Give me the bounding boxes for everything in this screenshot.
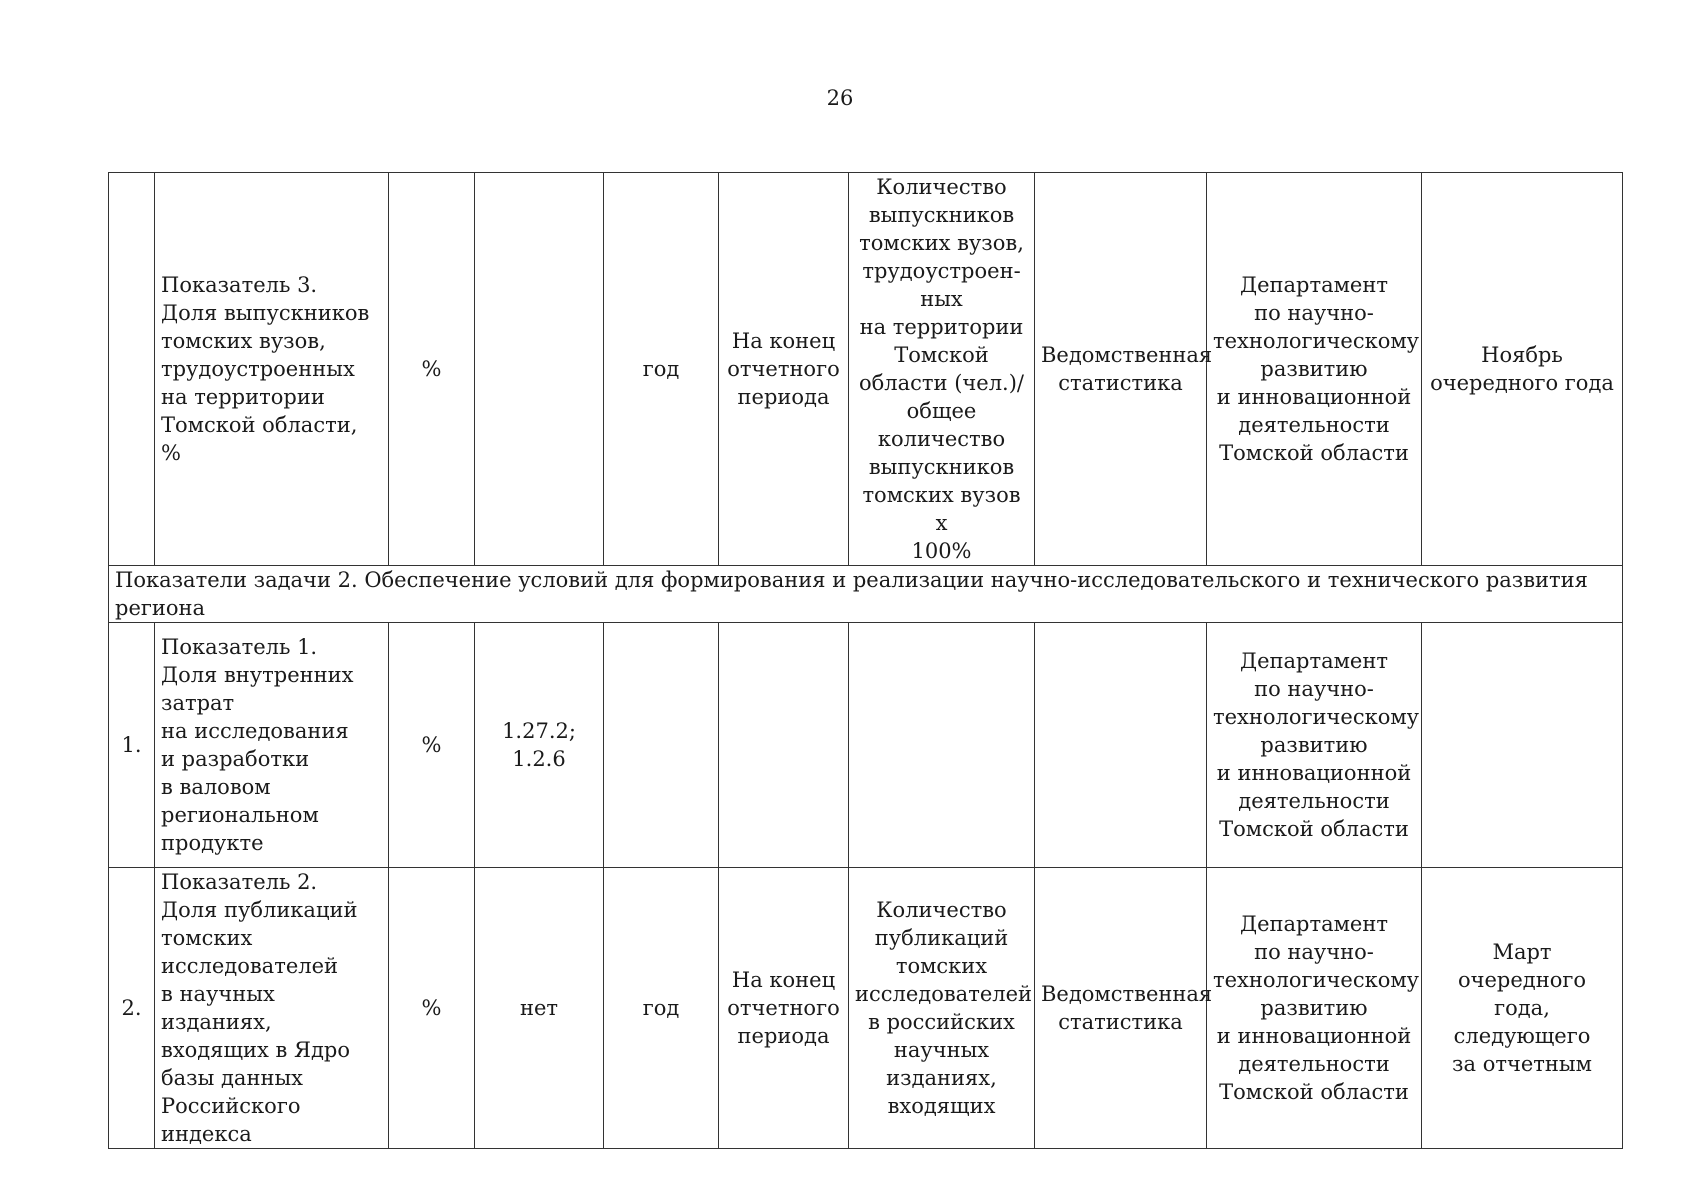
responsible-cell: Департамент по научно- технологическому развитию и инновационной деятельности Томской области [1207,868,1422,1149]
table-row [109,623,1623,868]
source-cell [1035,623,1207,868]
moment-cell: На конец отчетного периода [719,868,849,1149]
row-number [109,173,155,566]
moment-cell [719,623,849,868]
responsible-cell: Департамент по научно- технологическому развитию и инновационной деятельности Томской области [1207,623,1422,868]
indicator-name: Показатель 3. Доля выпускников томских вузов, трудоустроенных на территории Томской области, % [155,173,389,566]
deadline-cell [1422,623,1623,868]
formula-cell [849,623,1035,868]
unit-cell: % [389,173,475,566]
code-cell [475,173,604,566]
period-cell: год [604,868,719,1149]
code-cell: 1.27.2; 1.2.6 [475,623,604,868]
unit-cell: % [389,868,475,1149]
row-number: 1. [109,623,155,868]
formula-cell: Количество выпускников томских вузов, трудоустроен- ных на территории Томской области (чел.)/ общее количество выпускников томских вузов х 100% [849,173,1035,566]
section-row [109,566,1623,623]
indicator-name: Показатель 2. Доля публикаций томских исследователей в научных изданиях, входящих в Ядро базы данных Российского индекса [155,868,389,1149]
row-number: 2. [109,868,155,1149]
section-heading: Показатели задачи 2. Обеспечение условий для формирования и реализации научно-исследовательского и технического развития региона [109,566,1623,623]
moment-cell: На конец отчетного периода [719,173,849,566]
table-row [109,868,1623,1149]
deadline-cell: Ноябрь очередного года [1422,173,1623,566]
page-number: 26 [826,86,854,110]
unit-cell: % [389,623,475,868]
indicator-name: Показатель 1. Доля внутренних затрат на исследования и разработки в валовом региональном продукте [155,623,389,868]
period-cell: год [604,173,719,566]
formula-cell: Количество публикаций томских исследователей в российских научных изданиях, входящих [849,868,1035,1149]
source-cell: Ведомственная статистика [1035,868,1207,1149]
source-cell: Ведомственная статистика [1035,173,1207,566]
deadline-cell: Март очередного года, следующего за отчетным [1422,868,1623,1149]
code-cell: нет [475,868,604,1149]
table-row [109,173,1623,566]
period-cell [604,623,719,868]
indicators-table [108,172,1623,1149]
responsible-cell: Департамент по научно- технологическому развитию и инновационной деятельности Томской области [1207,173,1422,566]
